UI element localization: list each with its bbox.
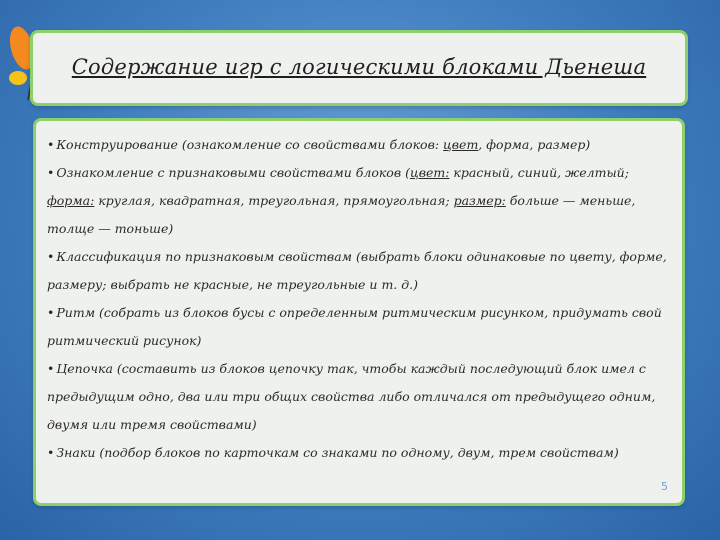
list-item: • Цепочка (составить из блоков цепочку так, чтобы каждый последующий блок имел с предыдущим одно, два или три общих свойства либо отличался от предыдущего одним, двумя или тремя свойствами) xyxy=(47,361,656,432)
game-list xyxy=(47,131,667,467)
page-number: 5 xyxy=(661,480,668,493)
bullet-icon: • xyxy=(47,165,55,180)
bullet-icon: • xyxy=(47,445,55,460)
bullet-icon: • xyxy=(47,249,55,264)
slide-title: Содержание игр с логическими блоками Дьенеша xyxy=(71,55,647,79)
list-item: • Конструирование (ознакомление со свойствами блоков: цвет, форма, размер) xyxy=(47,137,591,152)
list-item: • Знаки (подбор блоков по карточкам со знаками по одному, двум, трем свойствам) xyxy=(47,445,619,460)
list-item: • Ознакомление с признаковыми свойствами блоков (цвет: красный, синий, желтый; форма: круглая, квадратная, треугольная, прямоугольная; размер: больше — меньше, толще — тоньше) xyxy=(47,165,636,236)
list-item: • Классификация по признаковым свойствам (выбрать блоки одинаковые по цвету, форме, размеру; выбрать не красные, не треугольные и т. д.) xyxy=(47,249,667,292)
bullet-icon: • xyxy=(47,361,55,376)
bullet-icon: • xyxy=(47,305,55,320)
list-item: • Ритм (собрать из блоков бусы с определенным ритмическим рисунком, придумать свой ритмический рисунок) xyxy=(47,305,662,348)
bullet-icon: • xyxy=(47,137,55,152)
title-panel xyxy=(30,30,688,106)
